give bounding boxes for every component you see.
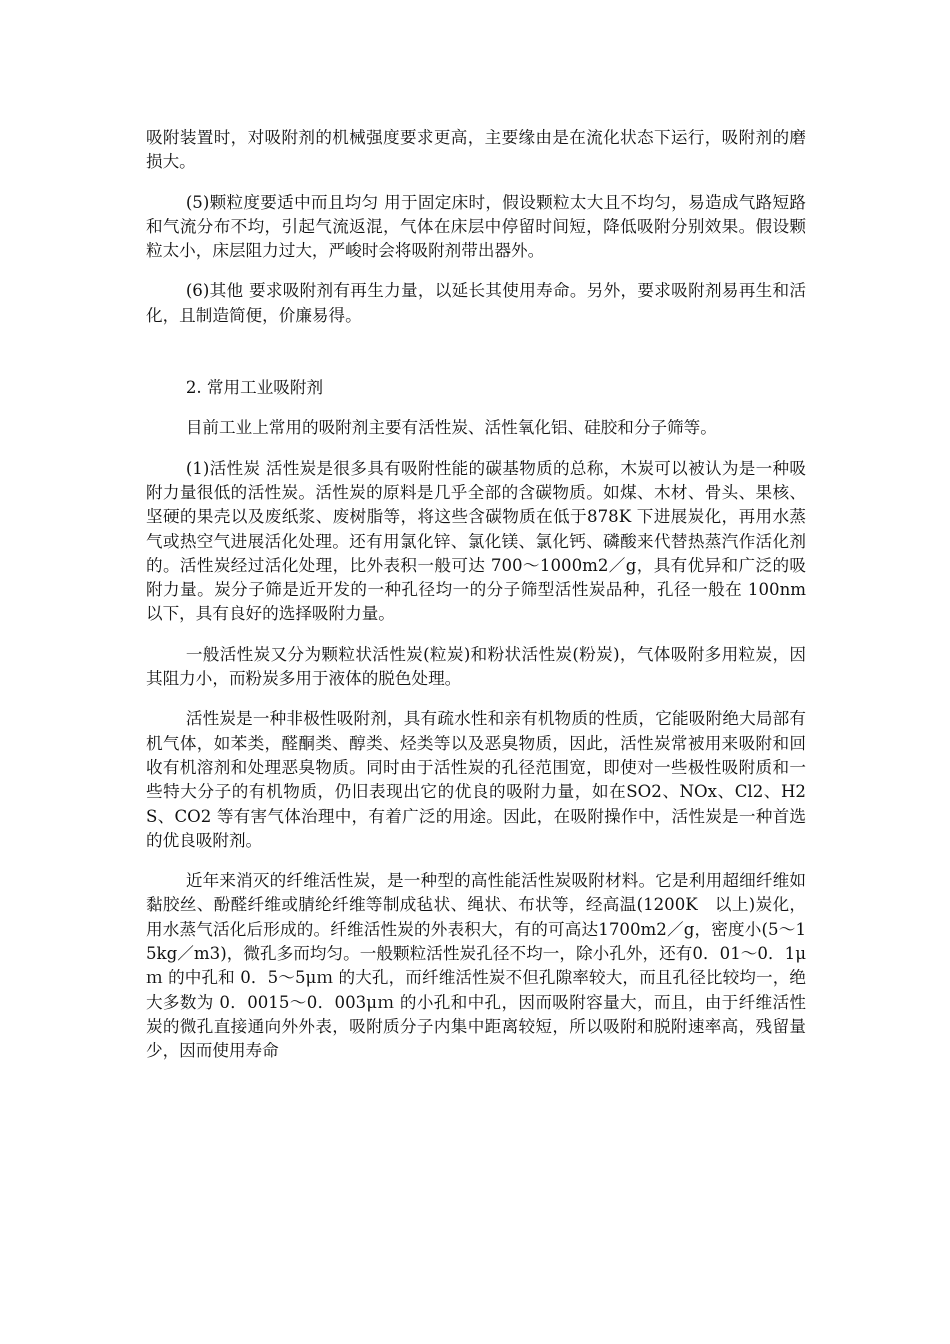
paragraph-fiber-carbon: 近年来消灭的纤维活性炭，是一种型的高性能活性炭吸附材料。它是利用超细纤维如黏胶丝、酚醛纤维或腈纶纤维等制成毡状、绳状、布状等，经高温(1200K 以上)炭化，用水蒸气活化后形成的。纤维活性炭的外表积大，有的可高达1700m2／g，密度小(5～15kg／m3)，微孔多而均匀。一般颗粒活性炭孔径不均一，除小孔外，还有0．01～0．1μｍ 的中孔和 0．5～5μｍ 的大孔，而纤维活性炭不但孔隙率较大，而且孔径比较均一，绝大多数为 0．0015～0．003μｍ 的小孔和中孔，因而吸附容量大，而且，由于纤维活性炭的微孔直接通向外外表，吸附质分子内集中距离较短，所以吸附和脱附速率高，残留量少，因而使用寿命 xyxy=(146,871,806,1061)
paragraph-carbon-types: 一般活性炭又分为颗粒状活性炭(粒炭)和粉状活性炭(粉炭)，气体吸附多用粒炭，因其阻力小，而粉炭多用于液体的脱色处理。 xyxy=(146,644,806,689)
paragraph-continued: 吸附装置时，对吸附剂的机械强度要求更高，主要缘由是在流化状态下运行，吸附剂的磨损大。 xyxy=(146,128,806,172)
paragraph-intro: 目前工业上常用的吸附剂主要有活性炭、活性氧化铝、硅胶和分子筛等。 xyxy=(185,418,717,438)
section-heading: 2. 常用工业吸附剂 xyxy=(185,378,324,398)
paragraph-carbon-properties: 活性炭是一种非极性吸附剂，具有疏水性和亲有机物质的性质，它能吸附绝大局部有机气体，如苯类，醛酮类、醇类、烃类等以及恶臭物质，因此，活性炭常被用来吸附和回收有机溶剂和处理恶臭物质。同时由于活性炭的孔径范围宽，即使对一些极性吸附质和一些特大分子的有机物质，仍旧表现出它的优良的吸附力量，如在SO2、NOx、Cl2、H2S、CO2 等有害气体治理中，有着广泛的用途。因此，在吸附操作中，活性炭是一种首选的优良吸附剂。 xyxy=(146,709,806,850)
paragraph-activated-carbon: (1)活性炭 活性炭是很多具有吸附性能的碳基物质的总称，木炭可以被认为是一种吸附力量很低的活性炭。活性炭的原料是几乎全部的含碳物质。如煤、木材、骨头、果核、坚硬的果壳以及废纸浆、废树脂等，将这些含碳物质在低于878K 下进展炭化，再用水蒸气或热空气进展活化处理。还有用氯化锌、氯化镁、氯化钙、磷酸来代替热蒸汽作活化剂的。活性炭经过活化处理，比外表积一般可达 700～1000m2／g，具有优异和广泛的吸附力量。炭分子筛是近开发的一种孔径均一的分子筛型活性炭品种，孔径一般在 100nm 以下，具有良好的选择吸附力量。 xyxy=(146,458,806,624)
paragraph-granularity: (5)颗粒度要适中而且均匀 用于固定床时，假设颗粒太大且不均匀，易造成气路短路和气流分布不均，引起气流返混，气体在床层中停留时间短，降低吸附分别效果。假设颗粒太小，床层阻力过大，严峻时会将吸附剂带出器外。 xyxy=(146,192,806,261)
document-page xyxy=(146,126,806,1080)
paragraph-other: (6)其他 要求吸附剂有再生力量，以延长其使用寿命。另外，要求吸附剂易再生和活化，且制造简便，价廉易得。 xyxy=(146,281,806,325)
